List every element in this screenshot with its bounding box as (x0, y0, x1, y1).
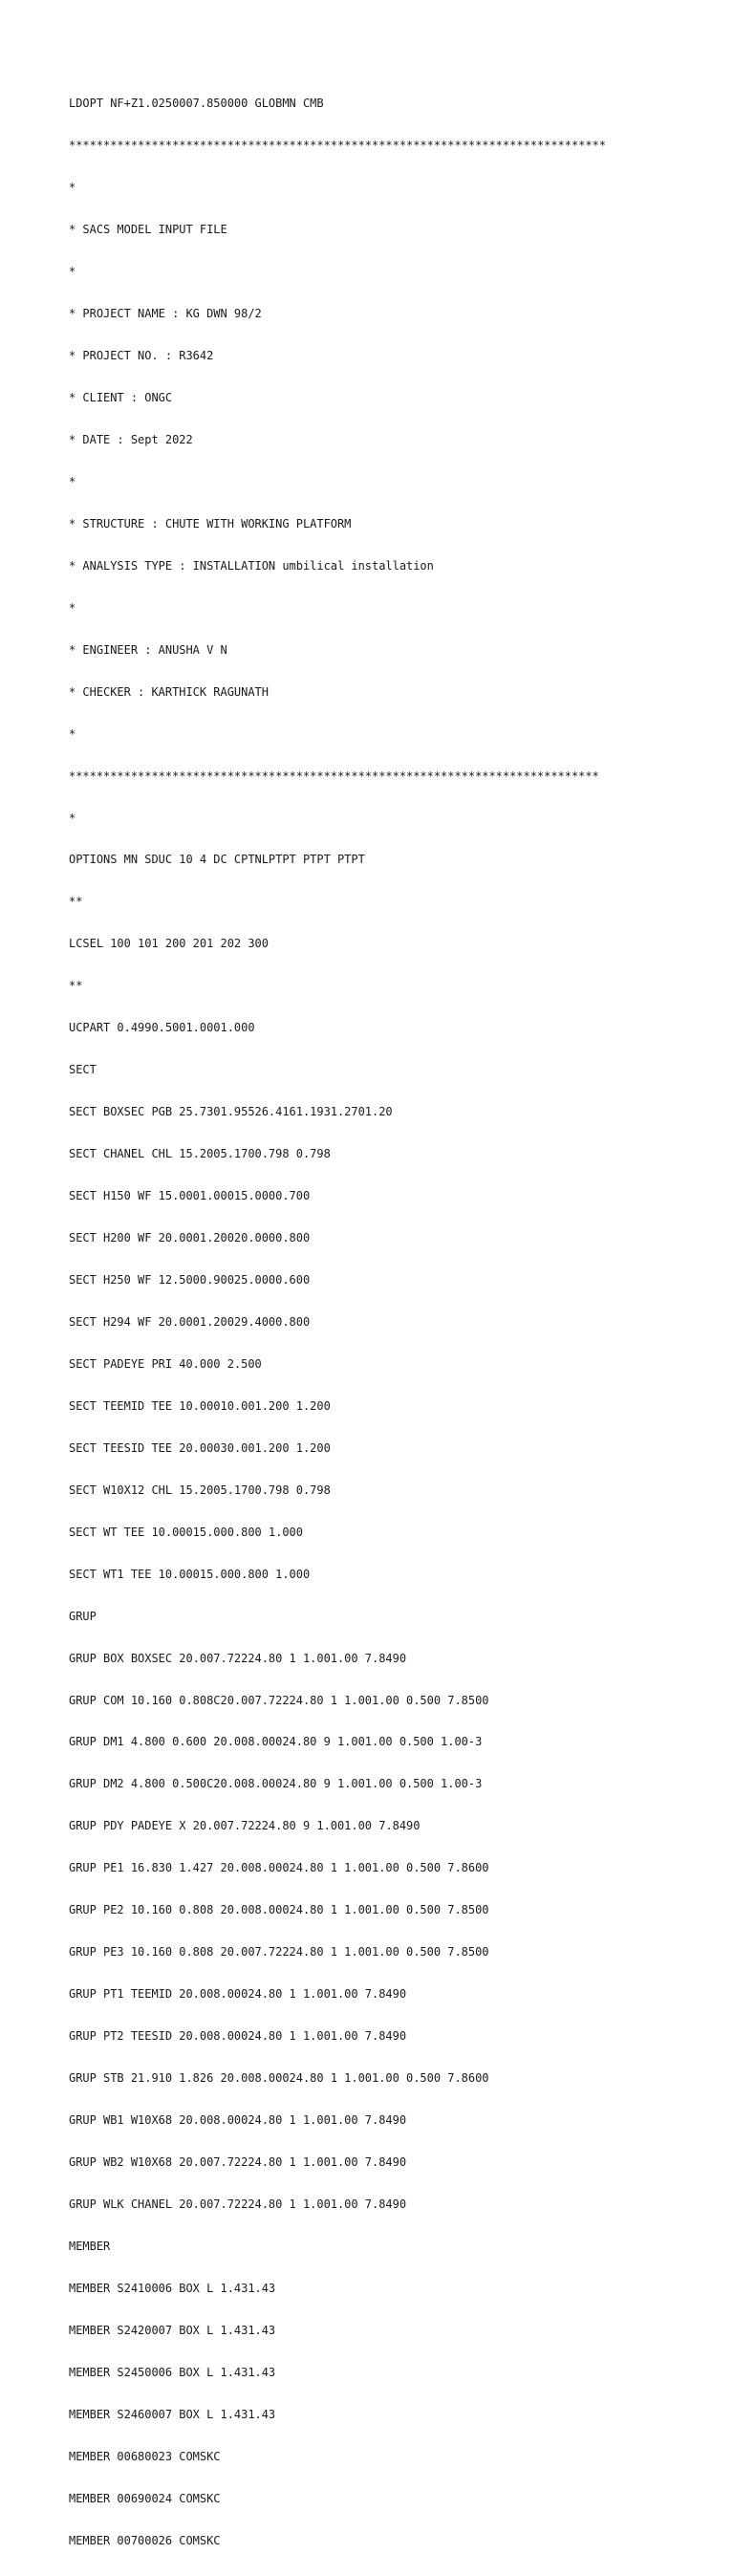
code-line: * SACS MODEL INPUT FILE (69, 223, 227, 237)
code-line: UCPART 0.4990.5001.0001.000 (69, 1021, 255, 1035)
code-line: SECT (69, 1063, 97, 1077)
code-line: ** (69, 979, 83, 993)
code-line: SECT CHANEL CHL 15.2005.1700.798 0.798 (69, 1147, 331, 1161)
code-line: * CHECKER : KARTHICK RAGUNATH (69, 684, 269, 699)
code-line: GRUP COM 10.160 0.808C20.007.72224.80 1 1.001.00 0.500 7.8500 (69, 1693, 489, 1707)
code-line: MEMBER S2420007 BOX L 1.431.43 (69, 2323, 276, 2337)
code-line: MEMBER S2450006 BOX L 1.431.43 (69, 2365, 276, 2379)
code-line: GRUP WB2 W10X68 20.007.72224.80 1 1.001.00 7.8490 (69, 2155, 407, 2170)
code-line: LDOPT NF+Z1.0250007.850000 GLOBMN CMB (69, 97, 324, 111)
code-line: SECT H250 WF 12.5000.90025.0000.600 (69, 1273, 311, 1287)
code-line: * STRUCTURE : CHUTE WITH WORKING PLATFORM (69, 516, 352, 530)
code-line: SECT H150 WF 15.0001.00015.0000.700 (69, 1189, 311, 1203)
code-line: GRUP (69, 1609, 97, 1623)
code-line: SECT TEEMID TEE 10.00010.001.200 1.200 (69, 1398, 331, 1413)
code-line: SECT BOXSEC PGB 25.7301.95526.4161.1931.2701.20 (69, 1105, 393, 1119)
code-line: ***************************************************************************** (69, 768, 599, 783)
code-line: SECT WT TEE 10.00015.000.800 1.000 (69, 1525, 303, 1539)
code-line: * (69, 181, 76, 195)
code-line: SECT W10X12 CHL 15.2005.1700.798 0.798 (69, 1483, 331, 1497)
code-line: * DATE : Sept 2022 (69, 432, 193, 446)
code-line: GRUP PE1 16.830 1.427 20.008.00024.80 1 1.001.00 0.500 7.8600 (69, 1861, 489, 1875)
code-line: MEMBER 00680023 COMSKC (69, 2449, 221, 2463)
code-line: * ENGINEER : ANUSHA V N (69, 642, 227, 657)
code-line: GRUP PE2 10.160 0.808 20.008.00024.80 1 1.001.00 0.500 7.8500 (69, 1903, 489, 1917)
code-line: * (69, 811, 76, 825)
code-line: GRUP PT2 TEESID 20.008.00024.80 1 1.001.00 7.8490 (69, 2029, 407, 2044)
code-line: MEMBER S2410006 BOX L 1.431.43 (69, 2281, 276, 2295)
code-line: ** (69, 895, 83, 909)
code-line: GRUP STB 21.910 1.826 20.008.00024.80 1 1.001.00 0.500 7.8600 (69, 2071, 489, 2086)
code-line: * (69, 600, 76, 615)
code-line: GRUP BOX BOXSEC 20.007.72224.80 1 1.001.00 7.8490 (69, 1651, 407, 1665)
code-line: SECT TEESID TEE 20.00030.001.200 1.200 (69, 1440, 331, 1455)
code-line: ****************************************************************************** (69, 139, 606, 153)
code-line: GRUP DM1 4.800 0.600 20.008.00024.80 9 1.001.00 0.500 1.00-3 (69, 1735, 483, 1749)
code-line: OPTIONS MN SDUC 10 4 DC CPTNLPTPT PTPT PTPT (69, 853, 365, 867)
code-line: MEMBER S2460007 BOX L 1.431.43 (69, 2407, 276, 2421)
code-line: SECT H200 WF 20.0001.20020.0000.800 (69, 1231, 311, 1245)
code-line: * ANALYSIS TYPE : INSTALLATION umbilical installation (69, 558, 434, 573)
code-line: * (69, 265, 76, 279)
code-line: SECT H294 WF 20.0001.20029.4000.800 (69, 1314, 311, 1329)
code-line: * PROJECT NO. : R3642 (69, 349, 214, 363)
code-line: * PROJECT NAME : KG DWN 98/2 (69, 307, 262, 321)
code-line: MEMBER 00690024 COMSKC (69, 2491, 221, 2505)
code-line: GRUP WLK CHANEL 20.007.72224.80 1 1.001.00 7.8490 (69, 2197, 407, 2211)
code-line: MEMBER (69, 2239, 111, 2253)
code-line: GRUP PE3 10.160 0.808 20.007.72224.80 1 1.001.00 0.500 7.8500 (69, 1945, 489, 1959)
code-line: * (69, 726, 76, 741)
code-line: GRUP PT1 TEEMID 20.008.00024.80 1 1.001.00 7.8490 (69, 1987, 407, 2002)
code-line: LCSEL 100 101 200 201 202 300 (69, 937, 269, 951)
code-line: GRUP PDY PADEYE X 20.007.72224.80 9 1.001.00 7.8490 (69, 1819, 421, 1833)
code-line: * CLIENT : ONGC (69, 390, 173, 404)
code-line: SECT WT1 TEE 10.00015.000.800 1.000 (69, 1567, 311, 1581)
code-line: * (69, 474, 76, 488)
code-line: SECT PADEYE PRI 40.000 2.500 (69, 1356, 262, 1371)
sacs-input-listing (69, 69, 606, 2576)
code-line: GRUP DM2 4.800 0.500C20.008.00024.80 9 1.001.00 0.500 1.00-3 (69, 1777, 483, 1791)
code-line: GRUP WB1 W10X68 20.008.00024.80 1 1.001.00 7.8490 (69, 2113, 407, 2128)
code-line: MEMBER 00700026 COMSKC (69, 2533, 221, 2547)
